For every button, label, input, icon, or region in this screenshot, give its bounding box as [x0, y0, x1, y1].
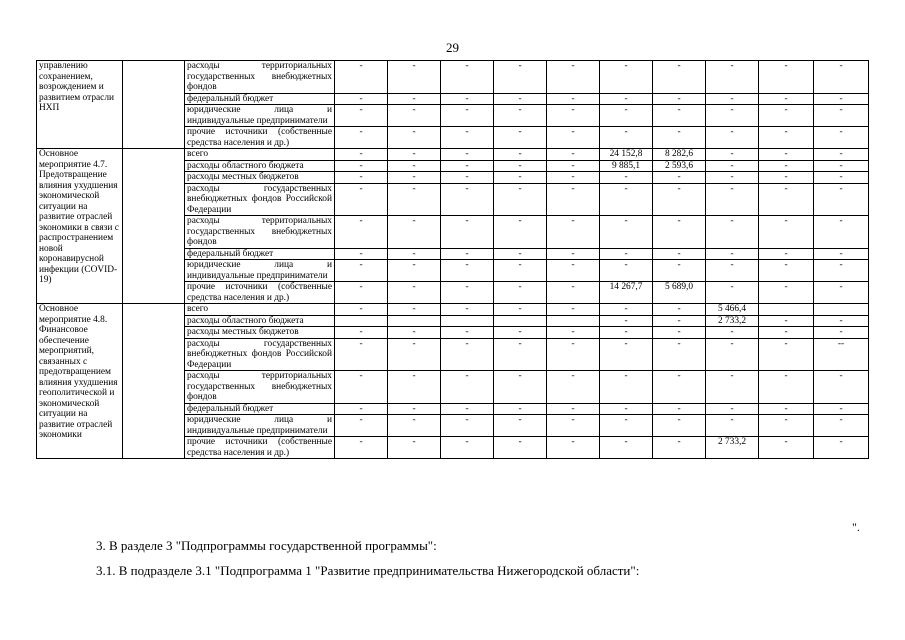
value-cell: - [814, 61, 869, 94]
funding-source-cell: федеральный бюджет [185, 248, 335, 260]
value-cell: - [335, 93, 388, 105]
value-cell: - [600, 105, 653, 127]
funding-source-cell: расходы государственных внебюджетных фондов Российской Федерации [185, 338, 335, 371]
value-cell: - [814, 149, 869, 161]
value-cell: - [441, 371, 494, 404]
value-cell: - [653, 216, 706, 249]
value-cell: - [653, 315, 706, 327]
value-cell: - [759, 172, 814, 184]
value-cell: - [494, 282, 547, 304]
value-cell: - [759, 61, 814, 94]
value-cell: - [759, 437, 814, 459]
value-cell: - [335, 282, 388, 304]
value-cell: - [814, 415, 869, 437]
value-cell: - [547, 93, 600, 105]
value-cell: - [814, 127, 869, 149]
value-cell: - [600, 315, 653, 327]
value-cell: - [653, 304, 706, 316]
value-cell: - [494, 93, 547, 105]
value-cell: - [335, 149, 388, 161]
value-cell: - [759, 327, 814, 339]
event-name-cell: управлению сохранением, возрождением и развитием отрасли НХП [37, 61, 123, 149]
value-cell: - [706, 172, 759, 184]
value-cell: - [441, 282, 494, 304]
value-cell: - [441, 172, 494, 184]
funding-source-cell: прочие источники (собственные средства населения и др.) [185, 282, 335, 304]
value-cell: - [494, 216, 547, 249]
value-cell: - [653, 415, 706, 437]
funding-source-cell: прочие источники (собственные средства населения и др.) [185, 127, 335, 149]
value-cell: - [814, 327, 869, 339]
table-row [37, 304, 869, 316]
value-cell: - [547, 172, 600, 184]
value-cell: - [759, 415, 814, 437]
value-cell [759, 304, 814, 316]
value-cell: - [388, 403, 441, 415]
value-cell: - [494, 105, 547, 127]
value-cell: - [388, 149, 441, 161]
value-cell: - [335, 216, 388, 249]
value-cell: - [494, 61, 547, 94]
funding-source-cell: юридические лица и индивидуальные предприниматели [185, 260, 335, 282]
value-cell: - [653, 172, 706, 184]
value-cell: - [814, 183, 869, 216]
value-cell: - [335, 338, 388, 371]
value-cell: 24 152,8 [600, 149, 653, 161]
value-cell: - [441, 437, 494, 459]
value-cell: - [441, 93, 494, 105]
value-cell [441, 315, 494, 327]
value-cell: 5 466,4 [706, 304, 759, 316]
executor-cell [123, 61, 185, 149]
value-cell: - [706, 216, 759, 249]
subsection-3-1-paragraph: 3.1. В подразделе 3.1 "Подпрограмма 1 "Развитие предпринимательства Нижегородской области": [96, 563, 640, 578]
value-cell: - [335, 127, 388, 149]
funding-source-cell: расходы территориальных государственных внебюджетных фондов [185, 61, 335, 94]
value-cell: - [547, 183, 600, 216]
value-cell: - [335, 260, 388, 282]
value-cell: - [547, 371, 600, 404]
table-row [37, 61, 869, 94]
value-cell: - [653, 338, 706, 371]
value-cell: - [600, 61, 653, 94]
section-3-paragraph: 3. В разделе 3 "Подпрограммы государственной программы": [96, 538, 437, 553]
value-cell: 2 733,2 [706, 315, 759, 327]
value-cell: - [547, 248, 600, 260]
value-cell: - [706, 93, 759, 105]
value-cell: - [706, 338, 759, 371]
funding-source-cell: расходы местных бюджетов [185, 172, 335, 184]
value-cell: - [335, 172, 388, 184]
value-cell: 5 689,0 [653, 282, 706, 304]
funding-source-cell: расходы областного бюджета [185, 160, 335, 172]
value-cell: - [547, 304, 600, 316]
value-cell: - [814, 282, 869, 304]
value-cell: - [547, 282, 600, 304]
value-cell: - [759, 183, 814, 216]
value-cell: - [600, 304, 653, 316]
value-cell: - [335, 61, 388, 94]
table-body [37, 61, 869, 459]
value-cell: - [388, 260, 441, 282]
value-cell: - [441, 248, 494, 260]
funding-source-cell: всего [185, 149, 335, 161]
value-cell: - [706, 248, 759, 260]
value-cell: - [706, 371, 759, 404]
value-cell: - [706, 327, 759, 339]
value-cell: - [388, 327, 441, 339]
value-cell: - [494, 248, 547, 260]
value-cell: - [814, 93, 869, 105]
value-cell: - [600, 260, 653, 282]
value-cell: - [814, 315, 869, 327]
executor-cell [123, 149, 185, 304]
value-cell: - [814, 248, 869, 260]
value-cell: - [335, 160, 388, 172]
value-cell: - [547, 160, 600, 172]
value-cell: - [335, 105, 388, 127]
value-cell: -- [814, 338, 869, 371]
value-cell: - [441, 183, 494, 216]
funding-source-cell: юридические лица и индивидуальные предприниматели [185, 415, 335, 437]
value-cell: - [388, 127, 441, 149]
funding-source-cell: прочие источники (собственные средства населения и др.) [185, 437, 335, 459]
table-row [37, 149, 869, 161]
value-cell: - [494, 327, 547, 339]
value-cell [388, 315, 441, 327]
value-cell: - [706, 415, 759, 437]
value-cell [335, 315, 388, 327]
value-cell: - [547, 260, 600, 282]
event-name-cell: Основное мероприятие 4.8. Финансовое обеспечение мероприятий, связанных с предотвращением влияния ухудшения геополитической и экономической ситуации на развитие отраслей экономики [37, 304, 123, 459]
value-cell: - [600, 248, 653, 260]
value-cell: - [759, 149, 814, 161]
value-cell: - [759, 248, 814, 260]
value-cell: - [441, 105, 494, 127]
value-cell: - [547, 327, 600, 339]
value-cell: - [441, 216, 494, 249]
value-cell: - [706, 260, 759, 282]
value-cell: - [388, 93, 441, 105]
value-cell: - [547, 437, 600, 459]
value-cell: - [600, 338, 653, 371]
value-cell: - [653, 260, 706, 282]
value-cell: - [653, 183, 706, 216]
value-cell: 9 885,1 [600, 160, 653, 172]
value-cell: - [759, 403, 814, 415]
value-cell: - [441, 415, 494, 437]
value-cell: - [441, 403, 494, 415]
value-cell: - [547, 61, 600, 94]
value-cell: - [653, 403, 706, 415]
value-cell: - [388, 371, 441, 404]
value-cell: - [814, 216, 869, 249]
value-cell: - [494, 338, 547, 371]
value-cell [814, 304, 869, 316]
value-cell: 8 282,6 [653, 149, 706, 161]
value-cell: - [547, 415, 600, 437]
value-cell: - [547, 127, 600, 149]
value-cell [547, 315, 600, 327]
value-cell: - [494, 172, 547, 184]
value-cell: - [759, 282, 814, 304]
value-cell: - [388, 282, 441, 304]
funding-source-cell: всего [185, 304, 335, 316]
value-cell: - [388, 338, 441, 371]
value-cell: - [814, 160, 869, 172]
value-cell: 2 593,6 [653, 160, 706, 172]
value-cell [494, 315, 547, 327]
value-cell: - [441, 160, 494, 172]
value-cell: - [600, 403, 653, 415]
value-cell: - [706, 61, 759, 94]
value-cell: - [600, 327, 653, 339]
value-cell: - [494, 160, 547, 172]
value-cell: 2 733,2 [706, 437, 759, 459]
value-cell: - [653, 371, 706, 404]
executor-cell [123, 304, 185, 459]
value-cell: - [388, 105, 441, 127]
value-cell: - [759, 260, 814, 282]
value-cell: - [335, 371, 388, 404]
value-cell: - [335, 248, 388, 260]
funding-source-cell: федеральный бюджет [185, 403, 335, 415]
value-cell: - [814, 260, 869, 282]
value-cell: - [335, 304, 388, 316]
funding-source-cell: расходы территориальных государственных внебюджетных фондов [185, 216, 335, 249]
value-cell: - [653, 105, 706, 127]
value-cell: - [547, 149, 600, 161]
value-cell: - [494, 304, 547, 316]
value-cell: - [441, 127, 494, 149]
value-cell: - [759, 216, 814, 249]
value-cell: - [600, 371, 653, 404]
value-cell: - [706, 105, 759, 127]
value-cell: - [600, 127, 653, 149]
value-cell: - [494, 183, 547, 216]
value-cell: - [441, 260, 494, 282]
value-cell: - [706, 183, 759, 216]
value-cell: - [759, 315, 814, 327]
value-cell: - [706, 127, 759, 149]
value-cell: - [335, 415, 388, 437]
value-cell: - [547, 105, 600, 127]
value-cell: - [388, 61, 441, 94]
value-cell: - [759, 127, 814, 149]
value-cell: - [653, 327, 706, 339]
funding-source-cell: расходы государственных внебюджетных фондов Российской Федерации [185, 183, 335, 216]
value-cell: - [388, 160, 441, 172]
value-cell: - [494, 437, 547, 459]
value-cell: - [814, 105, 869, 127]
value-cell: - [814, 172, 869, 184]
value-cell: - [335, 183, 388, 216]
value-cell: - [388, 216, 441, 249]
value-cell: - [706, 160, 759, 172]
value-cell: - [759, 371, 814, 404]
value-cell: - [653, 127, 706, 149]
value-cell: - [653, 437, 706, 459]
value-cell: - [653, 61, 706, 94]
value-cell: - [388, 248, 441, 260]
value-cell: - [547, 338, 600, 371]
value-cell: - [706, 282, 759, 304]
funding-source-cell: расходы местных бюджетов [185, 327, 335, 339]
value-cell: - [547, 403, 600, 415]
value-cell: - [335, 327, 388, 339]
value-cell: - [547, 216, 600, 249]
value-cell: - [494, 415, 547, 437]
funding-source-cell: расходы областного бюджета [185, 315, 335, 327]
value-cell: - [494, 371, 547, 404]
funding-source-cell: юридические лица и индивидуальные предприниматели [185, 105, 335, 127]
value-cell: - [388, 437, 441, 459]
value-cell: - [706, 403, 759, 415]
budget-table [36, 60, 869, 459]
value-cell: - [759, 105, 814, 127]
value-cell: - [759, 93, 814, 105]
value-cell: - [600, 172, 653, 184]
value-cell: - [494, 403, 547, 415]
value-cell: - [814, 403, 869, 415]
value-cell: - [441, 338, 494, 371]
value-cell: - [600, 183, 653, 216]
value-cell: - [600, 93, 653, 105]
value-cell: - [441, 304, 494, 316]
funding-source-cell: расходы территориальных государственных внебюджетных фондов [185, 371, 335, 404]
value-cell: - [600, 437, 653, 459]
value-cell: - [653, 248, 706, 260]
closing-quote: ". [852, 520, 860, 534]
event-name-cell: Основное мероприятие 4.7. Предотвращение влияния ухудшения экономической ситуации на развитие отраслей экономики в связи с распространением новой коронавирусной инфекции (COVID-19) [37, 149, 123, 304]
value-cell: - [759, 338, 814, 371]
value-cell: - [494, 127, 547, 149]
value-cell: - [335, 403, 388, 415]
value-cell: 14 267,7 [600, 282, 653, 304]
value-cell: - [388, 172, 441, 184]
value-cell: - [494, 260, 547, 282]
value-cell: - [388, 183, 441, 216]
value-cell: - [494, 149, 547, 161]
value-cell: - [814, 371, 869, 404]
value-cell: - [759, 160, 814, 172]
value-cell: - [814, 437, 869, 459]
funding-source-cell: федеральный бюджет [185, 93, 335, 105]
value-cell: - [653, 93, 706, 105]
value-cell: - [600, 216, 653, 249]
value-cell: - [441, 327, 494, 339]
page-number: 29 [446, 40, 459, 55]
value-cell: - [600, 415, 653, 437]
value-cell: - [441, 149, 494, 161]
value-cell: - [335, 437, 388, 459]
value-cell: - [388, 415, 441, 437]
value-cell: - [388, 304, 441, 316]
value-cell: - [706, 149, 759, 161]
value-cell: - [441, 61, 494, 94]
